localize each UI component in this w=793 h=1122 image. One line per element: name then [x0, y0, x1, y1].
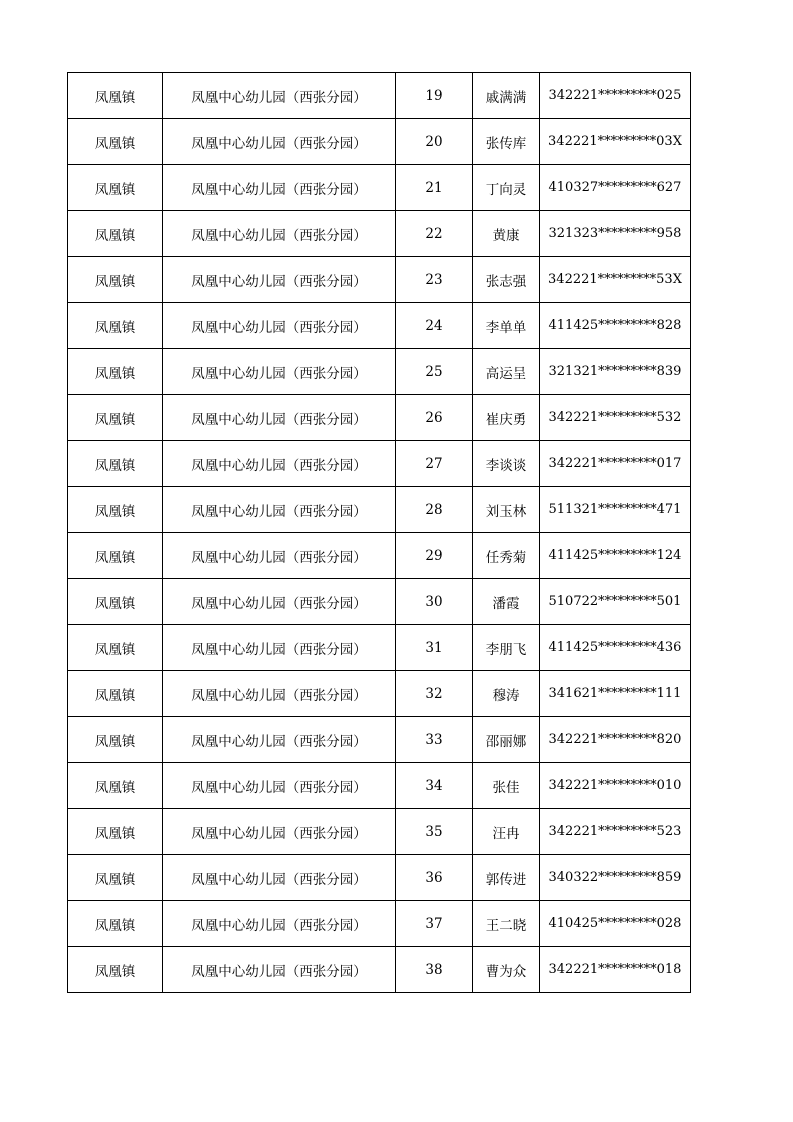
table-row: [68, 165, 691, 211]
id-number-cell: 411425*********828: [540, 303, 691, 349]
name-cell: 戚满满: [473, 73, 540, 119]
town-cell: 凤凰镇: [68, 671, 163, 717]
school-cell: 凤凰中心幼儿园（西张分园）: [163, 441, 396, 487]
table-row: [68, 717, 691, 763]
number-cell: 23: [396, 257, 473, 303]
id-number-cell: 342221*********018: [540, 947, 691, 993]
name-cell: 潘霞: [473, 579, 540, 625]
school-cell: 凤凰中心幼儿园（西张分园）: [163, 73, 396, 119]
id-number-cell: 342221*********53X: [540, 257, 691, 303]
number-cell: 21: [396, 165, 473, 211]
school-cell: 凤凰中心幼儿园（西张分园）: [163, 211, 396, 257]
number-cell: 24: [396, 303, 473, 349]
number-cell: 37: [396, 901, 473, 947]
name-cell: 李单单: [473, 303, 540, 349]
name-cell: 高运呈: [473, 349, 540, 395]
name-cell: 张佳: [473, 763, 540, 809]
name-cell: 张传库: [473, 119, 540, 165]
school-cell: 凤凰中心幼儿园（西张分园）: [163, 533, 396, 579]
number-cell: 27: [396, 441, 473, 487]
town-cell: 凤凰镇: [68, 717, 163, 763]
town-cell: 凤凰镇: [68, 395, 163, 441]
table-row: [68, 763, 691, 809]
school-cell: 凤凰中心幼儿园（西张分园）: [163, 579, 396, 625]
id-number-cell: 342221*********820: [540, 717, 691, 763]
name-cell: 汪冉: [473, 809, 540, 855]
id-number-cell: 342221*********017: [540, 441, 691, 487]
id-number-cell: 342221*********03X: [540, 119, 691, 165]
name-cell: 曹为众: [473, 947, 540, 993]
number-cell: 31: [396, 625, 473, 671]
school-cell: 凤凰中心幼儿园（西张分园）: [163, 303, 396, 349]
school-cell: 凤凰中心幼儿园（西张分园）: [163, 257, 396, 303]
town-cell: 凤凰镇: [68, 763, 163, 809]
id-number-cell: 321323*********958: [540, 211, 691, 257]
name-cell: 李谈谈: [473, 441, 540, 487]
id-number-cell: 411425*********124: [540, 533, 691, 579]
number-cell: 26: [396, 395, 473, 441]
town-cell: 凤凰镇: [68, 579, 163, 625]
table-row: [68, 625, 691, 671]
number-cell: 29: [396, 533, 473, 579]
school-cell: 凤凰中心幼儿园（西张分园）: [163, 395, 396, 441]
town-cell: 凤凰镇: [68, 809, 163, 855]
town-cell: 凤凰镇: [68, 533, 163, 579]
table-row: [68, 809, 691, 855]
town-cell: 凤凰镇: [68, 349, 163, 395]
number-cell: 22: [396, 211, 473, 257]
id-number-cell: 410327*********627: [540, 165, 691, 211]
table-row: [68, 533, 691, 579]
town-cell: 凤凰镇: [68, 625, 163, 671]
name-cell: 丁向灵: [473, 165, 540, 211]
id-number-cell: 342221*********523: [540, 809, 691, 855]
town-cell: 凤凰镇: [68, 441, 163, 487]
id-number-cell: 342221*********532: [540, 395, 691, 441]
number-cell: 38: [396, 947, 473, 993]
town-cell: 凤凰镇: [68, 165, 163, 211]
id-number-cell: 321321*********839: [540, 349, 691, 395]
table-row: [68, 441, 691, 487]
name-cell: 郭传进: [473, 855, 540, 901]
town-cell: 凤凰镇: [68, 257, 163, 303]
school-cell: 凤凰中心幼儿园（西张分园）: [163, 947, 396, 993]
name-cell: 黄康: [473, 211, 540, 257]
number-cell: 32: [396, 671, 473, 717]
table-row: [68, 579, 691, 625]
school-cell: 凤凰中心幼儿园（西张分园）: [163, 625, 396, 671]
town-cell: 凤凰镇: [68, 487, 163, 533]
id-number-cell: 510722*********501: [540, 579, 691, 625]
table-row: [68, 257, 691, 303]
id-number-cell: 511321*********471: [540, 487, 691, 533]
school-cell: 凤凰中心幼儿园（西张分园）: [163, 349, 396, 395]
name-cell: 邵丽娜: [473, 717, 540, 763]
roster-table: [67, 72, 691, 993]
school-cell: 凤凰中心幼儿园（西张分园）: [163, 119, 396, 165]
school-cell: 凤凰中心幼儿园（西张分园）: [163, 487, 396, 533]
id-number-cell: 340322*********859: [540, 855, 691, 901]
number-cell: 30: [396, 579, 473, 625]
town-cell: 凤凰镇: [68, 901, 163, 947]
id-number-cell: 341621*********111: [540, 671, 691, 717]
table-row: [68, 901, 691, 947]
town-cell: 凤凰镇: [68, 855, 163, 901]
table-row: [68, 671, 691, 717]
name-cell: 穆涛: [473, 671, 540, 717]
school-cell: 凤凰中心幼儿园（西张分园）: [163, 901, 396, 947]
table-row: [68, 855, 691, 901]
town-cell: 凤凰镇: [68, 119, 163, 165]
id-number-cell: 411425*********436: [540, 625, 691, 671]
number-cell: 20: [396, 119, 473, 165]
table-row: [68, 73, 691, 119]
name-cell: 任秀菊: [473, 533, 540, 579]
school-cell: 凤凰中心幼儿园（西张分园）: [163, 671, 396, 717]
name-cell: 张志强: [473, 257, 540, 303]
id-number-cell: 342221*********025: [540, 73, 691, 119]
school-cell: 凤凰中心幼儿园（西张分园）: [163, 717, 396, 763]
id-number-cell: 342221*********010: [540, 763, 691, 809]
table-row: [68, 303, 691, 349]
number-cell: 33: [396, 717, 473, 763]
table-row: [68, 119, 691, 165]
id-number-cell: 410425*********028: [540, 901, 691, 947]
table-row: [68, 487, 691, 533]
number-cell: 34: [396, 763, 473, 809]
name-cell: 李朋飞: [473, 625, 540, 671]
town-cell: 凤凰镇: [68, 303, 163, 349]
number-cell: 19: [396, 73, 473, 119]
roster-table-body: [68, 73, 691, 993]
number-cell: 25: [396, 349, 473, 395]
school-cell: 凤凰中心幼儿园（西张分园）: [163, 763, 396, 809]
name-cell: 刘玉林: [473, 487, 540, 533]
town-cell: 凤凰镇: [68, 947, 163, 993]
table-row: [68, 211, 691, 257]
town-cell: 凤凰镇: [68, 73, 163, 119]
school-cell: 凤凰中心幼儿园（西张分园）: [163, 855, 396, 901]
number-cell: 35: [396, 809, 473, 855]
table-row: [68, 947, 691, 993]
number-cell: 36: [396, 855, 473, 901]
table-row: [68, 349, 691, 395]
name-cell: 崔庆勇: [473, 395, 540, 441]
town-cell: 凤凰镇: [68, 211, 163, 257]
table-row: [68, 395, 691, 441]
school-cell: 凤凰中心幼儿园（西张分园）: [163, 809, 396, 855]
name-cell: 王二晓: [473, 901, 540, 947]
school-cell: 凤凰中心幼儿园（西张分园）: [163, 165, 396, 211]
number-cell: 28: [396, 487, 473, 533]
